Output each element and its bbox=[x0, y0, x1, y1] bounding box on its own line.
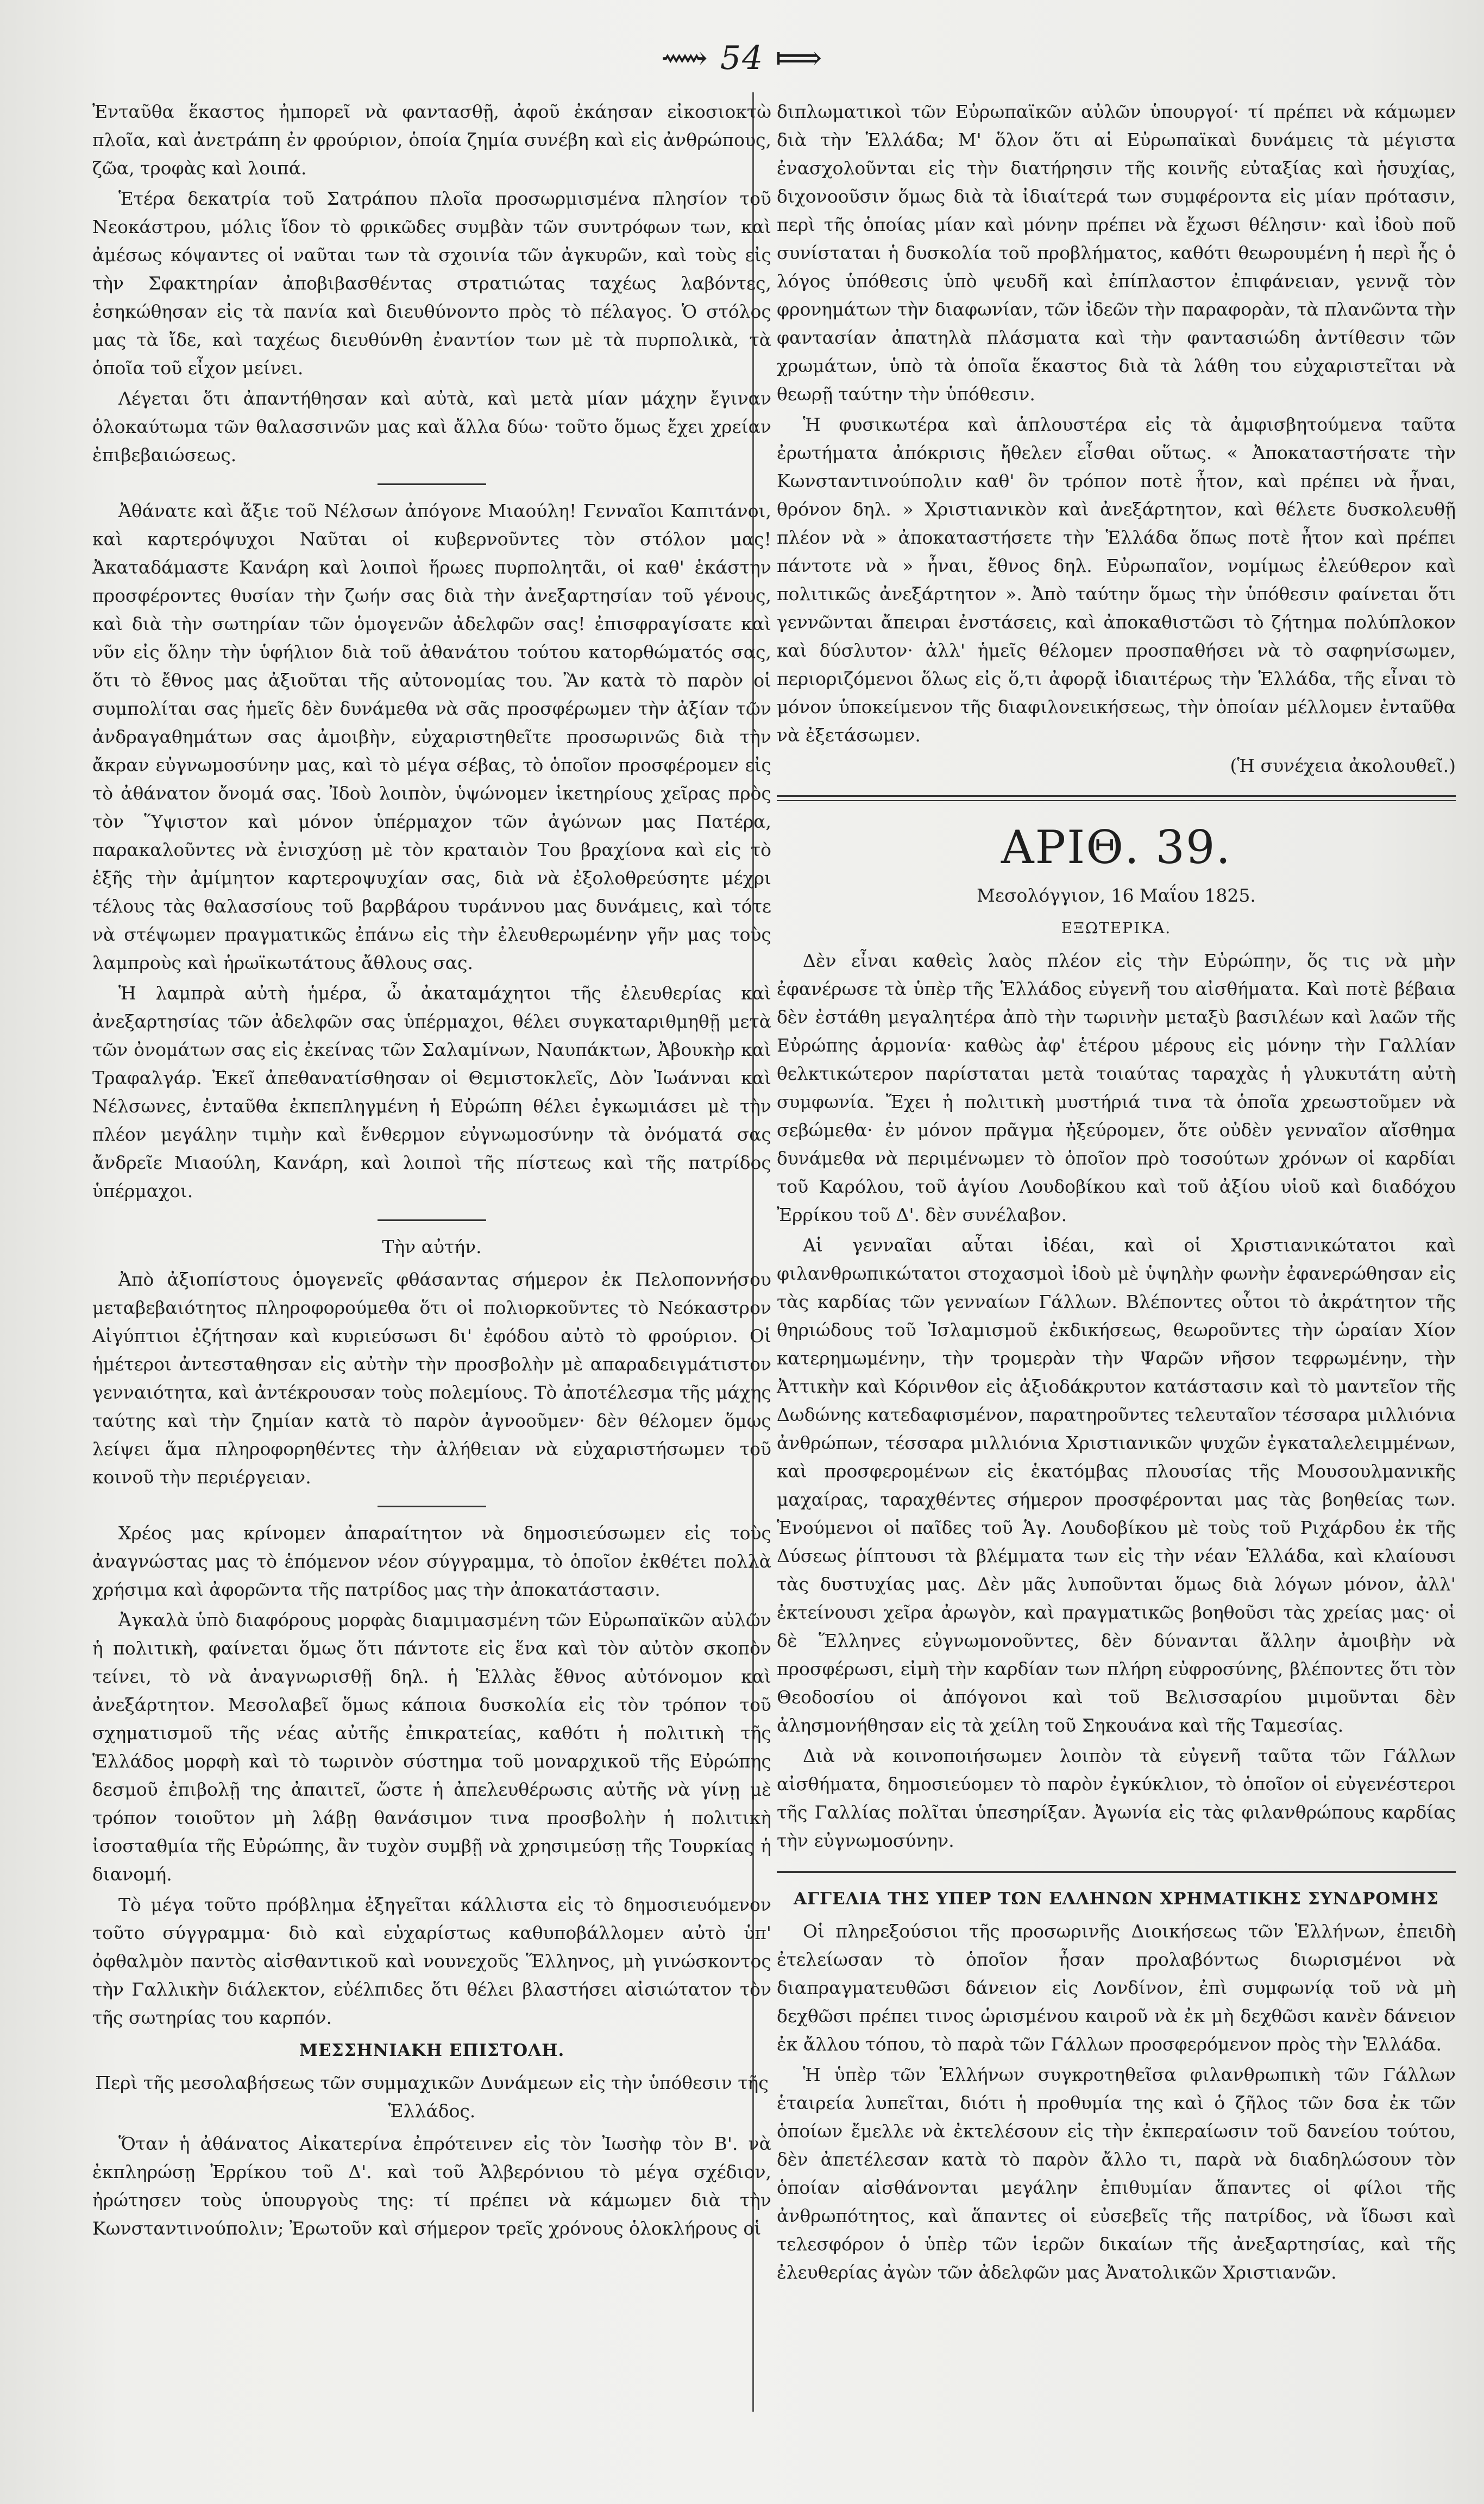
paragraph: Ἡ λαμπρὰ αὐτὴ ἡμέρα, ὦ ἀκαταμάχητοι τῆς ἐλευθερίας καὶ ἀνεξαρτησίας τῶν ἀδελφῶν σας ὑπέρμαχοι, θέλει συγκαταριθμηθῇ μετὰ τῶν ὀνομάτων σας εἰς ἐκείνας τῶν Σαλαμίνων, Ναυπάκτων, Ἀβουκὴρ καὶ Τραφαλγάρ. Ἐκεῖ ἀπεθανατίσθησαν οἱ Θεμιστοκλεῖς, Δὸν Ἰωάνναι καὶ Νέλσωνες, ἐνταῦθα ἐκπεπληγμένη ἡ Εὐρώπη θέλει ἐγκωμιάσει μὲ τὴν πλέον μεγάλην τιμὴν καὶ ἔνθερμον εὐγνωμοσύνην τὰ ὀνόματά σας ἄνδρεῖε Μιαούλη, Κανάρη, καὶ λοιποὶ τῆς πίστεως καὶ τῆς πατρίδος ὑπέρμαχοι. bbox=[92, 983, 771, 1201]
paragraph: Ἑτέρα δεκατρία τοῦ Σατράπου πλοῖα προσωρμισμένα πλησίον τοῦ Νεοκάστρου, μόλις ἴδον τὸ φρικῶδες συμβὰν τῶν συντρόφων των, καὶ ἀμέσως κόψαντες οἱ ναῦται των τὰ σχοινία τῶν ἀγκυρῶν, καὶ τοὺς εἰς τὴν Σφακτηρίαν ἀποβιβασθέντας στρατιώτας ταχέως λαβόντες, ἐσηκώθησαν εἰς τὰ πανία καὶ διευθύνοντο πρὸς τὸ πέλαγος. Ὁ στόλος μας τὰ ἴδε, καὶ ταχέως διευθύνθη ἐναντίον των μὲ τὰ πυρπολικὰ, τὰ ὁποῖα τοῦ εἶχον μείνει. bbox=[92, 188, 771, 379]
section-title: ΕΞΩΤΕΡΙΚΑ. bbox=[1061, 919, 1172, 937]
divider bbox=[777, 1871, 1456, 1873]
paragraph: Αἱ γενναῖαι αὗται ἰδέαι, καὶ οἱ Χριστιανικώτατοι καὶ φιλανθρωπικώτατοι στοχασμοὶ ἰδοὺ μὲ ὑψηλὴν φωνὴν ἐφανερώθησαν εἰς τὰς καρδίας τῶν γενναίων Γάλλων. Βλέποντες οὗτοι τὸ ἀκράτητον τῆς θηριώδους τοῦ Ἰσλαμισμοῦ ἐκδικήσεως, θεωροῦντες τὴν ὡραίαν Χίον κατερημωμένην, τὴν τρομερὰν τὴν Ψαρῶν νῆσον τεφρωμένην, τὴν Ἀττικὴν καὶ Κόρινθον εἰς ἀξιοδάκρυτον κατάστασιν καὶ τὸ μαντεῖον τῆς Δωδώνης κατεδαφισμένον, παρατηροῦντες τελευταῖον τέσσαρα μιλλιόνια ἀνθρώπων, τέσσαρα μιλλιόνια Χριστιανικῶν ψυχῶν ἐγκαταλελειμμένων, καὶ προσφερομένων εἰς ἑκατόμβας πλουσίας τῆς Μουσουλμανικῆς μαχαίρας, ταραχθέντες σήμερον προσφέρονται μας τὰς βοηθείας των. Ἑνούμενοι οἱ παῖδες τοῦ Ἁγ. Λουδοβίκου μὲ τοὺς τοῦ Ριχάρδου ἐκ τῆς Δύσεως ῥίπτουσι τὰ βλέμματα των εἰς τὴν νέαν Ἑλλάδα, καὶ κλαίουσι τὰς δυστυχίας μας. Δὲν μᾶς λυποῦνται ὅμως διὰ λόγων μόνον, ἀλλ' ἐκτείνουσι χεῖρα ἀρωγὸν, καὶ πραγματικῶς βοηθοῦσι τὰς χρείας μας· οἱ δὲ Ἕλληνες εὐγνωμονοῦντες, δὲν δύνανται ἄλλην ἀμοιβὴν νὰ προσφέρωσι, εἰμὴ τὴν καρδίαν των πλήρη εὐφροσύνης, βλέποντες ὅτι τὸν Θεοδοσίου οἱ ἀπόγονοι καὶ τοῦ Βελισσαρίου μιμοῦνται δὲν ἀλησμονήθησαν εἰς τὰ χείλη τοῦ Σηκουάνα καὶ τῆς Ταμεσίας. bbox=[777, 1235, 1456, 1736]
continuation-note: (Ἡ συνέχεια ἀκολουθεῖ.) bbox=[1230, 755, 1456, 776]
paragraph: Οἱ πληρεξούσιοι τῆς προσωρινῆς Διοικήσεως τῶν Ἑλλήνων, ἐπειδὴ ἐτελείωσαν τὸ ὁποῖον ἦσαν προλαβόντως διωρισμένοι νὰ διαπραγματευθῶσι δάνειον εἰς Λονδίνον, ἐπὶ συμφωνίᾳ τοῦ νὰ μὴ δεχθῶσι πρέπει τινος ὡρισμένου καιροῦ νὰ ἐκ μὴ δεχθῶσι κανὲν δάνειον ἐκ ἄλλου τόπου, τὸ παρὰ τῶν Γάλλων προσφερόμενον πρὸς τὴν Ἑλλάδα. bbox=[777, 1921, 1456, 2055]
paragraph: διπλωματικοὶ τῶν Εὐρωπαϊκῶν αὐλῶν ὑπουργοί· τί πρέπει νὰ κάμωμεν διὰ τὴν Ἑλλάδα; Μ' ὅλον ὅτι αἱ Εὐρωπαϊκαὶ δυνάμεις τὰ μέγιστα ἐνασχολοῦνται εἰς τὴν διατήρησιν τῆς κοινῆς εὐταξίας καὶ ἡσυχίας, διχονοοῦσιν ὅμως διὰ τὰ ἰδιαίτερά των συμφέροντα εἰς μίαν πρότασιν, περὶ τῆς ὁποίας μίαν καὶ μόνην πρέπει νὰ ἔχωσι θέλησιν· καὶ ἰδοὺ ποῦ συνίσταται ἡ δυσκολία τοῦ προβλήματος, καθότι θεωρουμένη ἡ περὶ ἧς ὁ λόγος ὑπόθεσις ὑπὸ ψευδῆ καὶ ἐπίπλαστον ἐπιφάνειαν, γεννᾷ τὸν φρονημάτων τὴν διαφωνίαν, τῶν ἰδεῶν τὴν παραφορὰν, τὰ πλανῶντα τὴν φαντασίαν ἀπατηλὰ πλάσματα καὶ τὴν φαντασιώδη ἀντίθεσιν τῶν χρωμάτων, ὑπὸ τὰ ὁποῖα ἕκαστος διὰ τὰ λάθη του εὐχαριστεῖται νὰ θεωρῇ ταύτην τὴν ὑπόθεσιν. bbox=[777, 101, 1456, 405]
announcement-title: ΑΓΓΕΛΙΑ ΤΗΣ ΥΠΕΡ ΤΩΝ ΕΛΛΗΝΩΝ ΧΡΗΜΑΤΙΚΗΣ ΣΥΝΔΡΟΜΗΣ bbox=[794, 1889, 1439, 1909]
page-number-value: 54 bbox=[720, 39, 764, 77]
paragraph: Ἀθάνατε καὶ ἄξιε τοῦ Νέλσων ἀπόγονε Μιαούλη! Γενναῖοι Καπιτάνοι, καὶ καρτερόψυχοι Ναῦται οἱ κυβερνοῦντες τὸν στόλον μας! Ἀκαταδάμαστε Κανάρη καὶ λοιποὶ ἥρωες πυρπολητᾶι, οἱ καθ' ἑκάστην προσφέροντες θυσίαν τὴν ζωήν σας διὰ τὴν ἀνεξαρτησίαν τοῦ γένους, καὶ διὰ τὴν σωτηρίαν τῶν ὁμογενῶν ἀδελφῶν σας! ἐπισφραγίσατε καὶ νῦν εἰς ὅλην τὴν ὑφήλιον διὰ τοῦ ἀθανάτου τούτου κατορθώματός σας, ὅτι τὸ ἔθνος μας ἀξιοῦται τῆς αὐτονομίας του. Ἂν κατὰ τὸ παρὸν οἱ συμπολίται σας ἡμεῖς δὲν δυνάμεθα νὰ σᾶς προσφέρωμεν τὴν ἀξίαν τῶν ἀνδραγαθημάτων σας ἀμοιβὴν, εὐχαριστηθεῖτε προσωρινῶς διὰ τὴν ἄκραν εὐγνωμοσύνην μας, καὶ τὸ μέγα σέβας, τὸ ὁποῖον προσφέρομεν εἰς τὸ ἀθάνατον ὄνομά σας. Ἰδοὺ λοιπὸν, ὑψώνομεν ἱκετηρίους χεῖρας πρὸς τὸν Ὕψιστον καὶ μόνον ὑπέρμαχον τῶν ἀγώνων μας Πατέρα, παρακαλοῦντες νὰ ἐνισχύσῃ μὲ τὸν κραταιὸν Του βραχίονα καὶ εἰς τὸ ἑξῆς τὴν ἀμίμητον καρτεροψυχίαν σας, διὰ νὰ ἐξολοθρεύσητε μέχρι τέλους τὰς θαλασσίους τοῦ βαρβάρου τυράννου μας δυνάμεις, καὶ τότε νὰ στέψωμεν πραγματικῶς ἐπάνω εἰς τὴν ἐλευθερωμένην γῆν μας τοὺς λαμπροὺς καὶ ἡρωϊκωτάτους ἄθλους σας. bbox=[92, 500, 771, 973]
paragraph: Λέγεται ὅτι ἀπαντήθησαν καὶ αὐτὰ, καὶ μετὰ μίαν μάχην ἔγιναν ὁλοκαύτωμα τῶν θαλασσινῶν μας καὶ ἄλλα δύω· τοῦτο ὅμως ἔχει χρείαν ἐπιβεβαιώσεως. bbox=[92, 388, 771, 465]
paragraph: Ἀγκαλὰ ὑπὸ διαφόρους μορφὰς διαμιμασμένη τῶν Εὐρωπαϊκῶν αὐλῶν ἡ πολιτικὴ, φαίνεται ὅμως ὅτι πάντοτε εἰς ἕνα καὶ τὸν αὐτὸν σκοπὸν τείνει, τὸ νὰ ἀναγνωρισθῇ δηλ. ἡ Ἑλλὰς ἔθνος αὐτόνομον καὶ ἀνεξάρτητον. Μεσολαβεῖ ὅμως κάποια δυσκολία εἰς τὸν τρόπον τοῦ σχηματισμοῦ τῆς νέας αὐτῆς ἐπικρατείας, καθότι ἡ πολιτικὴ τῆς Ἑλλάδος μορφὴ καὶ τὸ τωρινὸν σύστημα τοῦ μοναρχικοῦ τῆς Εὐρώπης δεσμοῦ ἐπιβολῇ της ἀπαιτεῖ, ὥστε ἡ ἀπελευθέρωσις αὐτῆς νὰ γίνῃ μὲ τρόπον τοιοῦτον μὴ λάβῃ θανάσιμον τινα προσβολὴν ἡ πολιτικὴ ἰσοσταθμία τῆς Εὐρώπης, ἂν τυχὸν συμβῇ νὰ χρησιμεύσῃ τῆς Τουρκίας ἡ διανομή. bbox=[92, 1609, 771, 1885]
paragraph: Ἡ φυσικωτέρα καὶ ἁπλουστέρα εἰς τὰ ἀμφισβητούμενα ταῦτα ἐρωτήματα ἀπόκρισις ἤθελεν εἶσθαι οὕτως. « Ἀποκαταστήσατε τὴν Κωνσταντινούπολιν καθ' ὃν τρόπον ποτὲ ἦτον, καὶ πρέπει νὰ ἦναι, θρόνον δηλ. » Χριστιανικὸν καὶ ἀνεξάρτητον, καὶ θέλετε δυσκολευθῇ πλέον νὰ » ἀποκαταστήσετε τὴν Ἑλλάδα ὅπως ποτὲ ἦτον καὶ πρέπει πάντοτε νὰ » ἦναι, ἔθνος δηλ. Εὐρωπαῖον, νομίμως ἐλεύθερον καὶ πολιτικῶς ἀνεξάρτητον ». Ἀπὸ ταύτην ὅμως τὴν ὑπόθεσιν φαίνεται ὅτι γεννῶνται ἄπειραι ἐνστάσεις, καὶ ἀποκαθιστῶσι τὸ ζήτημα πολύπλοκον καὶ δύσλυτον· ἀλλ' ἡμεῖς θέλομεν προσπαθήσει νὰ τὸ σαφηνίσωμεν, περιοριζόμενοι ὅλως εἰς ὅ,τι ἀφορᾷ ἰδιαιτέρως τὴν Ἑλλάδα, τῆς εἶναι τὸ μόνον ὑποκείμενον τῆς διαφιλονεικήσεως, τὴν ὁποίαν μέλλομεν ἐνταῦθα νὰ ἐξετάσωμεν. bbox=[777, 414, 1456, 746]
paragraph: Τὸ μέγα τοῦτο πρόβλημα ἐξηγεῖται κάλλιστα εἰς τὸ δημοσιευόμενον τοῦτο σύγγραμμα· διὸ καὶ εὐχαρίστως καθυποβάλλομεν αὐτὸ ὑπ' ὀφθαλμὸν παντὸς αἰσθαντικοῦ καὶ νουνεχοῦς Ἕλληνος, μὴ γινώσκοντος τὴν Γαλλικὴν διάλεκτον, εὐέλπιδες ὅτι θέλει βλαστήσει αἰσιώτατον τὸν τῆς σωτηρίας του καρπόν. bbox=[92, 1894, 771, 2028]
paragraph: Ὅταν ἡ ἀθάνατος Αἰκατερίνα ἐπρότεινεν εἰς τὸν Ἰωσὴφ τὸν Β'. νὰ ἐκπληρώσῃ Ἐρρίκου τοῦ Δ'. καὶ τοῦ Ἀλβερόνιου τὸ μέγα σχέδιον, ἠρώτησεν τοὺς ὑπουργοὺς της: τί πρέπει νὰ κάμωμεν διὰ τὴν Κωνσταντινούπολιν; Ἐρωτοῦν καὶ σήμερον τρεῖς χρόνους ὁλοκλήρους οἱ bbox=[92, 2133, 771, 2239]
section-heading: Τὴν αὐτήν. bbox=[382, 1236, 482, 1257]
paragraph: Χρέος μας κρίνομεν ἀπαραίτητον νὰ δημοσιεύσωμεν εἰς τοὺς ἀναγνώστας μας τὸ ἑπόμενον νέον σύγγραμμα, τὸ ὁποῖον ἐκθέτει πολλὰ χρήσιμα καὶ ἀφορῶντα τῆς πατρίδος μας τὴν ἀποκατάστασιν. bbox=[92, 1522, 771, 1600]
paragraph: Ἡ ὑπὲρ τῶν Ἑλλήνων συγκροτηθεῖσα φιλανθρωπικὴ τῶν Γάλλων ἑταιρεία λυπεῖται, διότι ἡ προθυμία της καὶ ὁ ζῆλος τῶν δσα ἐκ τῶν ὁποίων ἔμελλε νὰ ἐκτελέσουν εἰς τὴν ἐκπεραίωσιν τοῦ δανείου τούτου, δὲν ἀπετέλεσαν κατὰ τὸ παρὸν ἄλλο τι, παρὰ νὰ διαδηλώσουν τὸν ὁποίαν αἰσθάνονται μεγάλην ἐπιθυμίαν ἅπαντες οἱ φίλοι τῆς ἀνθρωπότητος, καὶ ἅπαντες οἱ εὐσεβεῖς τῆς πατρίδος, νὰ ἴδωσι καὶ τελεσφόρον ὁ ὑπὲρ τῶν ἱερῶν δικαίων τῆς ἀνεξαρτησίας, καὶ τῆς ἐλευθερίας ἀγὼν τῶν ἀδελφῶν μας Ἀνατολικῶν Χριστιανῶν. bbox=[777, 2064, 1456, 2283]
divider bbox=[378, 483, 486, 485]
divider bbox=[378, 1219, 486, 1221]
article-subtitle: Περὶ τῆς μεσολαβήσεως τῶν συμμαχικῶν Δυνάμεων εἰς τὴν ὑπόθεσιν τῆς Ἑλλάδος. bbox=[95, 2072, 769, 2122]
paragraph: Διὰ νὰ κοινοποιήσωμεν λοιπὸν τὰ εὐγενῆ ταῦτα τῶν Γάλλων αἰσθήματα, δημοσιεύομεν τὸ παρὸν ἐγκύκλιον, τὸ ὁποῖον οἱ εὐγενέστεροι τῆς Γαλλίας πολῖται ὑπεσηρίξαν. Ἀγωνία εἰς τὰς φιλανθρώπους καρδίας τὴν εὐγνωμοσύνην. bbox=[777, 1745, 1456, 1851]
paragraph: Δὲν εἶναι καθεὶς λαὸς πλέον εἰς τὴν Εὐρώπην, ὅς τις νὰ μὴν ἐφανέρωσε τὰ ὑπὲρ τῆς Ἑλλάδος εὐγενῆ του αἰσθήματα. Καὶ ποτὲ βέβαια δὲν ἐστάθη μεγαλητέρα ἀπὸ τὴν τωρινὴν μεταξὺ βασιλέων καὶ λαῶν τῆς Εὐρώπης ἁρμονία· καθὼς ἀφ' ἑτέρου μέρους εἰς μόνην τὴν Γαλλίαν θελκτικώτερον παρίσταται μετὰ τοιαύτας ταραχὰς ἡ γλυκυτάτη αὐτὴ συμφωνία. Ἔχει ἡ πολιτικὴ μυστήριά τινα τὰ ὁποῖα χρεωστοῦμεν νὰ σεβώμεθα· ἐν μόνον πρᾶγμα ἠξεύρομεν, ὅτε οὐδὲν γενναῖον αἴσθημα δυνάμεθα νὰ περιμένωμεν τὸ ὁποῖον πρὸ τοσούτων χρόνων οἱ καρδίαι τοῦ Καρόλου, τοῦ ἁγίου Λουδοβίκου καὶ τοῦ ἀξίου υἱοῦ καὶ διαδόχου Ἐρρίκου τοῦ Δ'. δὲν συνέλαβον. bbox=[777, 950, 1456, 1225]
paragraph: Ἀπὸ ἀξιοπίστους ὁμογενεῖς φθάσαντας σήμερον ἐκ Πελοποννήσου μεταβεβαιότητος πληροφορούμεθα ὅτι οἱ πολιορκοῦντες τὸ Νεόκαστρον Αἰγύπτιοι ἐζήτησαν καὶ κυριεύσωσι δι' ἐφόδου αὐτὸ τὸ φρούριον. Οἱ ἡμέτεροι ἀντεσταθησαν εἰς αὐτὴν τὴν προσβολὴν μὲ απαραδειγμάτιστον γενναιότητα, καὶ ἀντέκρουσαν τοὺς πολεμίους. Τὸ ἀποτέλεσμα τῆς μάχης ταύτης καὶ τὴν ζημίαν κατὰ τὸ παρὸν ἀγνοοῦμεν· δὲν θέλομεν ὅμως λείψει ἅμα πληροφορηθέντες τὴν ἀλήθειαν νὰ εὐχαριστήσωμεν τοῦ κοινοῦ τὴν περιέργειαν. bbox=[92, 1269, 771, 1488]
page-number: ⟿ 54 ⟾ bbox=[661, 39, 823, 77]
divider bbox=[378, 1506, 486, 1507]
right-column bbox=[777, 98, 1456, 2289]
left-column bbox=[92, 98, 771, 2245]
article-title: ΜΕΣΣΗΝΙΑΚΗ ΕΠΙΣΤΟΛΗ. bbox=[299, 2041, 565, 2060]
paragraph: Ἐνταῦθα ἕκαστος ἠμπορεῖ νὰ φαντασθῇ, ἀφοῦ ἐκάησαν εἰκοσιοκτὼ πλοῖα, καὶ ἀνετράπη ἐν φρούριον, ὁποία ζημία συνέβη καὶ εἰς ἀνθρώπους, ζῶα, τροφὰς καὶ λοιπά. bbox=[92, 101, 771, 179]
issue-divider bbox=[777, 795, 1456, 801]
dateline: Μεσολόγγιον, 16 Μαΐου 1825. bbox=[977, 885, 1256, 906]
issue-number: ΑΡΙΘ. 39. bbox=[1001, 821, 1232, 874]
